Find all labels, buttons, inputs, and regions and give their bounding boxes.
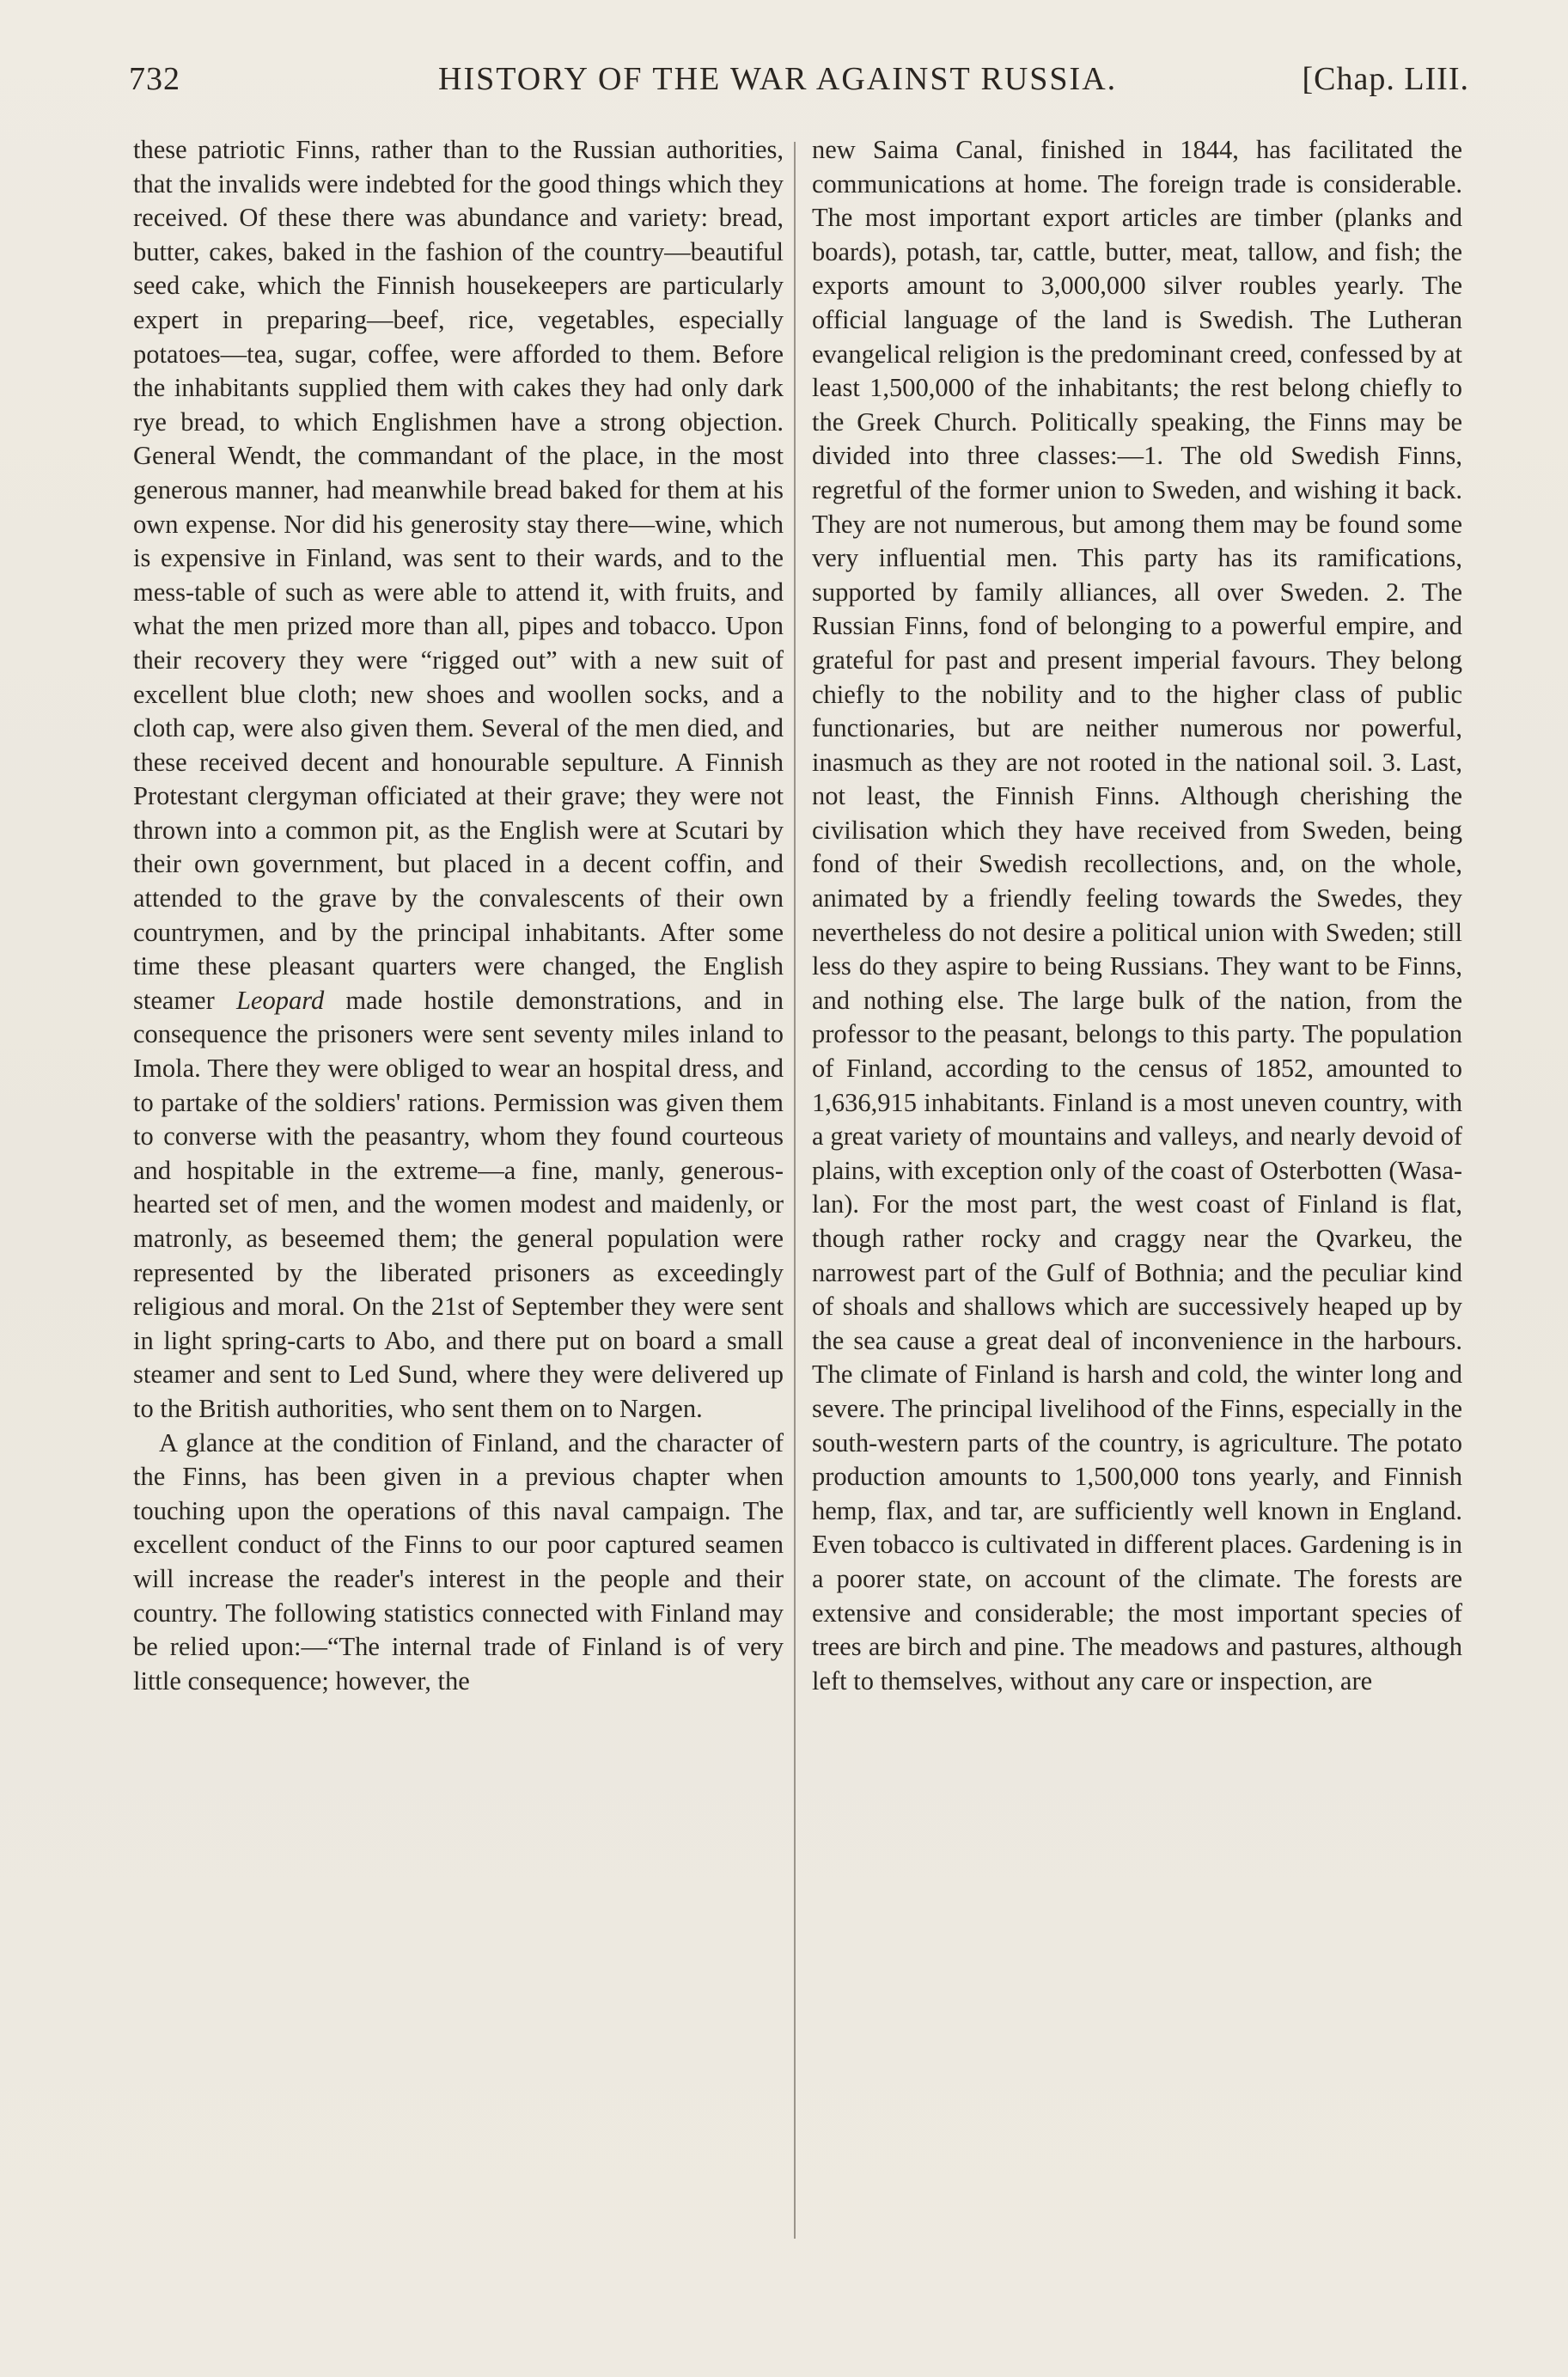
left-column [133, 133, 784, 2247]
running-head [129, 60, 1469, 112]
right-paragraph-1: new Saima Canal, finished in 1844, has facilitated the communications at home. The foreign trade is considerable. The most important export articles are timber (planks and boards), potash, tar, cattle, butter, meat, tallow, and fish; the exports amount to 3,000,000 silver roubles yearly. The official language of the land is Swedish. The Lutheran evangelical religion is the predominant creed, confessed by at least 1,500,000 of the inhabitants; the rest belong chiefly to the Greek Church. Politically speaking, the Finns may be divided into three classes:—1. The old Swedish Finns, regretful of the former union to Sweden, and wishing it back. They are not numerous, but among them may be found some very influential men. This party has its ramifications, supported by family alliances, all over Sweden. 2. The Russian Finns, fond of belonging to a powerful empire, and grateful for past and present imperial favours. They belong chiefly to the nobility and to the higher class of public functionaries, but are neither numerous nor powerful, inasmuch as they are not rooted in the national soil. 3. Last, not least, the Finnish Finns. Although cherishing the civilisation which they have received from Sweden, being fond of their Swedish recollections, and, on the whole, animated by a friendly feeling towards the Swedes, they nevertheless do not desire a political union with Sweden; still less do they aspire to being Russians. They want to be Finns, and nothing else. The large bulk of the nation, from the professor to the peasant, belongs to this party. The population of Finland, according to the census of 1852, amounted to 1,636,915 inhabitants. Finland is a most uneven country, with a great variety of mountains and valleys, and nearly devoid of plains, with exception only of the coast of Osterbotten (Wasa-lan). For the most part, the west coast of Finland is flat, though rather rocky and craggy near the Qvarkeu, the narrowest part of the Gulf of Bothnia; and the peculiar kind of shoals and shallows which are successively heaped up by the sea cause a great deal of inconvenience in the harbours. The climate of Finland is harsh and cold, the winter long and severe. The principal livelihood of the Finns, especially in the south-western parts of the country, is agriculture. The potato production amounts to 1,500,000 tons yearly, and Finnish hemp, flax, and tar, are sufficiently well known in England. Even tobacco is cultivated in different places. Gardening is in a poorer state, on account of the climate. The forests are extensive and considerable; the most important species of trees are birch and pine. The meadows and pastures, although left to themselves, without any care or inspection, are [812, 135, 1462, 1696]
running-title: HISTORY OF THE WAR AGAINST RUSSIA. [438, 61, 1118, 97]
left-paragraph-2: A glance at the condition of Finland, and the character of the Finns, has been given in a previous chapter when touching upon the operations of this naval campaign. The excellent conduct of the Finns to our poor captured seamen will increase the reader's interest in the people and their country. The following statistics connected with Finland may be relied upon:—“The internal trade of Finland is of very little consequence; however, the [133, 1427, 784, 1696]
column-divider [794, 142, 796, 2239]
chapter-label: [Chap. LIII. [1302, 61, 1469, 97]
left-paragraph-1 [133, 133, 784, 1427]
right-column [812, 133, 1462, 2247]
ship-name-italic: Leopard [235, 985, 325, 1015]
left-paragraph-1-text: these patriotic Finns, rather than to the Russian authorities, that the invalids were indebted for the good things which they received. Of these there was abundance and variety: bread, butter, cakes, baked in the fashion of the country—beautiful seed cake, which the Finnish housekeepers are particularly expert in preparing—beef, rice, vegetables, especially potatoes—tea, sugar, coffee, were afforded to them. Before the inhabitants supplied them with cakes they had only dark rye bread, to which Englishmen have a strong objection. General Wendt, the commandant of the place, in the most generous manner, had meanwhile bread baked for them at his own expense. Nor did his generosity stay there—wine, which is expensive in Finland, was sent to their wards, and to the mess-table of such as were able to attend it, with fruits, and what the men prized more than all, pipes and tobacco. Upon their recovery they were “rigged out” with a new suit of excellent blue cloth; new shoes and woollen socks, and a cloth cap, were also given them. Several of the men died, and these received decent and honourable sepulture. A Finnish Protestant clergyman officiated at their grave; they were not thrown into a common pit, as the English were at Scutari by their own government, but placed in a decent coffin, and attended to the grave by the convalescents of their own countrymen, and by the principal inhabitants. After some time these pleasant quarters were changed, the English steamer [133, 135, 784, 1015]
left-paragraph-1-continued: made hostile demonstrations, and in consequence the prisoners were sent seventy miles inland to Imola. There they were obliged to wear an hospital dress, and to partake of the soldiers' rations. Permission was given them to converse with the peasantry, whom they found courteous and hospitable in the extreme—a fine, manly, generous-hearted set of men, and the women modest and maidenly, or matronly, as beseemed them; the general population were represented by the liberated prisoners as exceedingly religious and moral. On the 21st of September they were sent in light spring-carts to Abo, and there put on board a small steamer and sent to Led Sund, where they were delivered up to the British authorities, who sent them on to Nargen. [133, 985, 784, 1423]
page-number: 732 [129, 61, 180, 97]
